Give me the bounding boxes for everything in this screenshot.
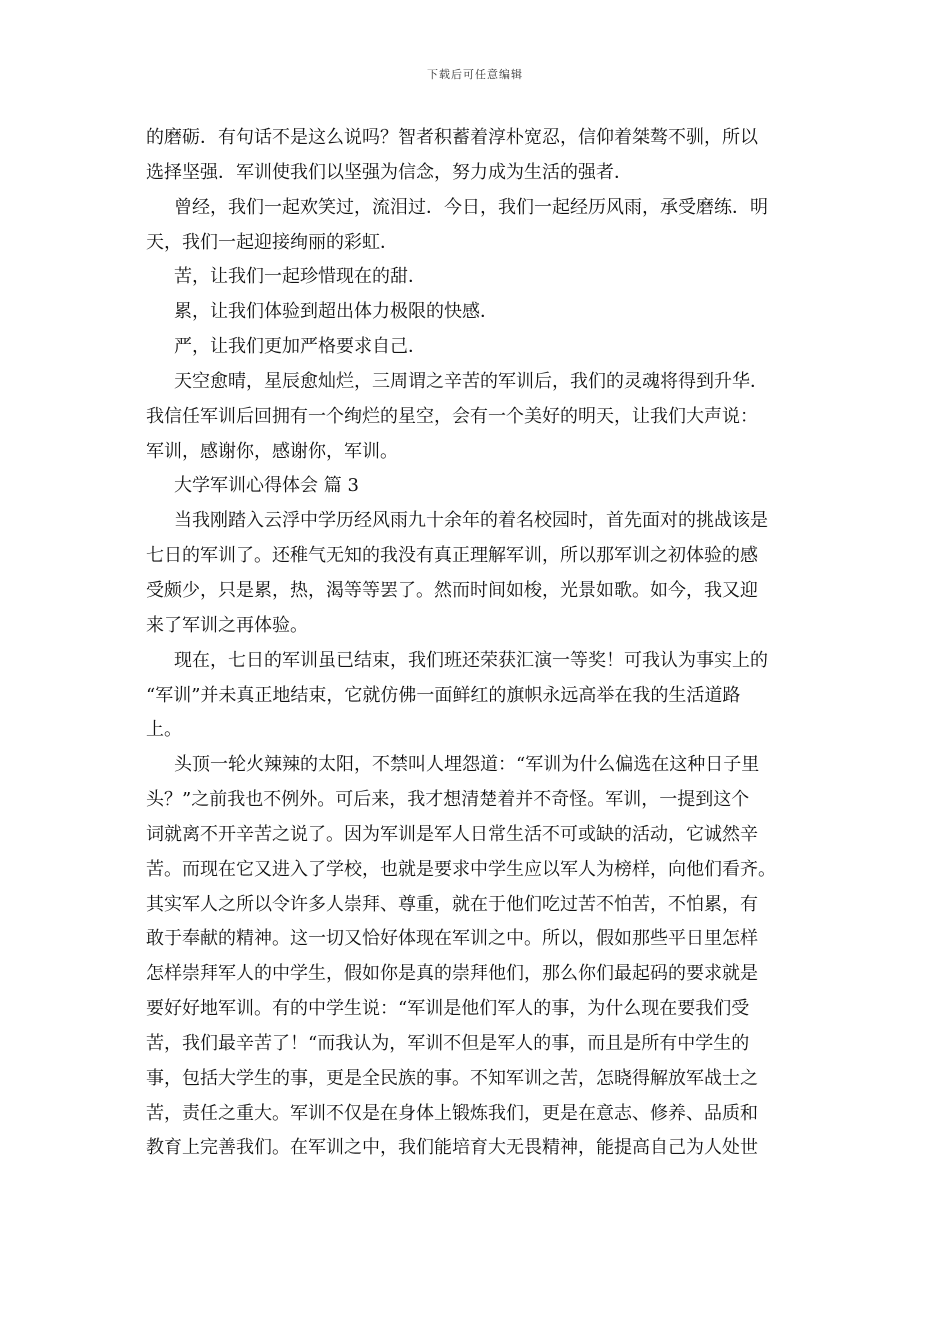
text-line: 选择坚强．军训使我们以坚强为信念，努力成为生活的强者．: [146, 161, 632, 183]
document-body: [146, 121, 826, 1166]
text-line: 苦，我们最辛苦了！“而我认为，军训不但是军人的事，而且是所有中学生的: [146, 1032, 750, 1054]
text-line: 怎样崇拜军人的中学生，假如你是真的崇拜他们，那么你们最起码的要求就是: [146, 963, 758, 985]
text-line: 词就离不开辛苦之说了。因为军训是军人日常生活不可或缺的活动，它诚然辛: [146, 823, 758, 845]
text-line: 严，让我们更加严格要求自己．: [174, 336, 426, 358]
page-header: 下载后可任意编辑: [427, 68, 523, 81]
text-line: “军训”并未真正地结束，它就仿佛一面鲜红的旗帜永远高举在我的生活道路: [146, 684, 741, 706]
text-line: 头顶一轮火辣辣的太阳，不禁叫人埋怨道：“军训为什么偏选在这种日子里: [174, 754, 760, 776]
text-line: 上。: [146, 719, 182, 741]
text-line: 我信任军训后回拥有一个绚烂的星空，会有一个美好的明天，让我们大声说：: [146, 405, 758, 427]
text-line: 天空愈晴，星辰愈灿烂，三周谓之辛苦的军训后，我们的灵魂将得到升华．: [174, 370, 768, 392]
text-line: 七日的军训了。还稚气无知的我没有真正理解军训，所以那军训之初体验的感: [146, 545, 758, 567]
text-line: 军训，感谢你，感谢你，军训。: [146, 440, 398, 462]
text-line: 天，我们一起迎接绚丽的彩虹．: [146, 231, 398, 253]
text-line: 头？”之前我也不例外。可后来，我才想清楚着并不奇怪。军训，一提到这个: [146, 789, 750, 811]
text-line: 苦，责任之重大。军训不仅是在身体上锻炼我们，更是在意志、修养、品质和: [146, 1102, 758, 1124]
text-line: 当我刚踏入云浮中学历经风雨九十余年的着名校园时，首先面对的挑战该是: [174, 510, 768, 532]
text-line: 的磨砺．有句话不是这么说吗？智者积蓄着淳朴宽忍，信仰着桀骜不驯，所以: [146, 127, 758, 148]
text-line: 现在，七日的军训虽已结束，我们班还荣获汇演一等奖！可我认为事实上的: [174, 649, 768, 671]
text-line: 受颇少，只是累，热，渴等等罢了。然而时间如梭，光景如歌。如今，我又迎: [146, 579, 758, 601]
text-line: 曾经，我们一起欢笑过，流泪过．今日，我们一起经历风雨，承受磨练．明: [174, 196, 768, 218]
text-line: 敢于奉献的精神。这一切又恰好体现在军训之中。所以，假如那些平日里怎样: [146, 928, 758, 950]
text-line: 教育上完善我们。在军训之中，我们能培育大无畏精神，能提高自己为人处世: [146, 1137, 758, 1159]
text-line: 苦。而现在它又进入了学校，也就是要求中学生应以军人为榜样，向他们看齐。: [146, 858, 776, 880]
text-line: 事，包括大学生的事，更是全民族的事。不知军训之苦，怎晓得解放军战士之: [146, 1067, 758, 1089]
text-line: 累，让我们体验到超出体力极限的快感．: [174, 301, 498, 323]
text-line: 苦，让我们一起珍惜现在的甜．: [174, 266, 426, 288]
text-line: 其实军人之所以令许多人崇拜、尊重，就在于他们吃过苦不怕苦，不怕累，有: [146, 893, 758, 915]
text-line: 来了军训之再体验。: [146, 614, 308, 636]
text-line: 要好好地军训。有的中学生说：“军训是他们军人的事，为什么现在要我们受: [146, 998, 750, 1020]
text-line: 大学军训心得体会 篇 3: [174, 475, 359, 497]
